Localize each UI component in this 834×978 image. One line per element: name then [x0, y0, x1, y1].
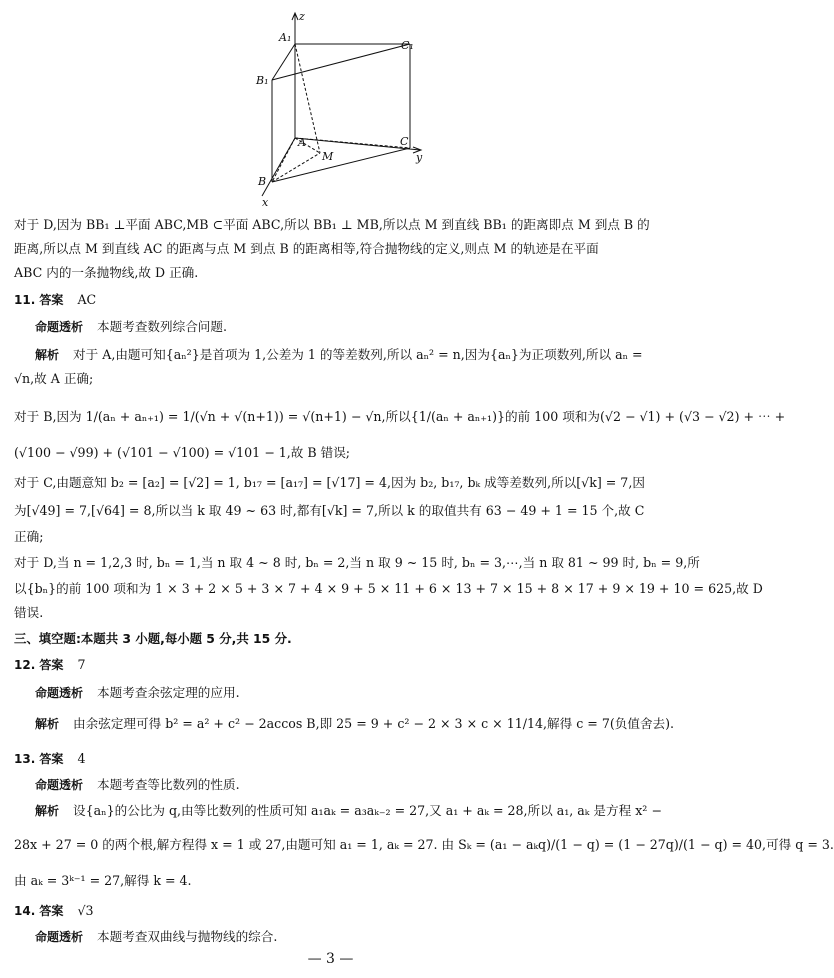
prism-figure: [0, 0, 661, 215]
label-M: M: [322, 150, 334, 163]
q11-line: 对于 D,当 n = 1,2,3 时, bₙ = 1,当 n 取 4 ~ 8 时, bₙ = 2,当 n 取 9 ~ 15 时, bₙ = 3,⋯,当 n 取 81 ~ 99 时, bₙ = 9,所: [14, 555, 700, 570]
edge-AB: [272, 138, 295, 182]
answer-value: 4: [77, 751, 86, 766]
section-heading: 三、填空题:本题共 3 小题,每小题 5 分,共 15 分.: [14, 631, 292, 646]
q14-answer-row: [14, 902, 647, 920]
label-z: z: [299, 10, 305, 23]
answer-label: 13. 答案: [14, 752, 64, 766]
answer-label: 11. 答案: [14, 293, 64, 307]
analysis-label: 解析: [35, 348, 60, 362]
q11-answer-row: [14, 291, 647, 309]
q12-analysis-row: [35, 715, 675, 733]
intent-label: 命题透析: [35, 778, 84, 792]
analysis-label: 解析: [35, 717, 60, 731]
q11-line: 错误.: [14, 605, 44, 620]
q11-line: 为[√49] = 7,[√64] = 8,所以当 k 取 49 ~ 63 时,都有[√k] = 7,所以 k 的取值共有 63 − 49 + 1 = 15 个,故 C: [14, 503, 645, 518]
intent-label: 命题透析: [35, 320, 84, 334]
p10d-line: ABC 内的一条抛物线,故 D 正确.: [14, 265, 199, 280]
analysis-label: 解析: [35, 804, 60, 818]
label-A: A: [298, 136, 306, 149]
label-C1: C₁: [401, 39, 414, 52]
intent-label: 命题透析: [35, 930, 84, 944]
analysis-text: 设{aₙ}的公比为 q,由等比数列的性质可知 a₁aₖ = a₃aₖ₋₂ = 27,又 a₁ + aₖ = 28,所以 a₁, aₖ 是方程 x² −: [73, 803, 662, 818]
q11-line: (√100 − √99) + (√101 − √100) = √101 − 1,故 B 错误;: [14, 445, 351, 460]
label-B1: B₁: [256, 74, 269, 87]
edge-B1C1: [272, 44, 410, 80]
label-x: x: [262, 196, 269, 209]
answer-label: 14. 答案: [14, 904, 64, 918]
answer-value: √3: [77, 903, 94, 918]
q13-answer-row: [14, 750, 647, 768]
q13-line: 由 aₖ = 3ᵏ⁻¹ = 27,解得 k = 4.: [14, 873, 192, 888]
intent-text: 本题考查等比数列的性质.: [97, 777, 240, 792]
q14-intent-row: [35, 928, 647, 946]
q13-line: 28x + 27 = 0 的两个根,解方程得 x = 1 或 27,由题可知 a₁ = 1, aₖ = 27. 由 Sₖ = (a₁ − aₖq)/(1 − q) = (1 − 27q)/(1 − q) = 40,可得 q = 3.: [14, 837, 834, 852]
q11-line: 以{bₙ}的前 100 项和为 1 × 3 + 2 × 5 + 3 × 7 + 4 × 9 + 5 × 11 + 6 × 13 + 7 × 15 + 8 × 17 + 9 × 19 + 10 = 625,故 D: [14, 581, 763, 596]
seg-BM: [272, 153, 320, 182]
analysis-text: 对于 A,由题可知{aₙ²}是首项为 1,公差为 1 的等差数列,所以 aₙ² = n,因为{aₙ}为正项数列,所以 aₙ =: [73, 347, 643, 362]
q13-intent-row: [35, 776, 647, 794]
q12-answer-row: [14, 656, 647, 674]
q13-analysis-row: [35, 802, 662, 820]
page-number: — 3 —: [307, 951, 354, 967]
q11-line: 对于 C,由题意知 b₂ = [a₂] = [√2] = 1, b₁₇ = [a₁₇] = [√17] = 4,因为 b₂, b₁₇, bₖ 成等差数列,所以[√k] = 7,因: [14, 475, 645, 490]
label-y: y: [416, 151, 423, 164]
edge-AC: [295, 138, 410, 148]
label-C: C: [400, 135, 409, 148]
intent-text: 本题考查双曲线与抛物线的综合.: [97, 929, 278, 944]
answer-label: 12. 答案: [14, 658, 64, 672]
intent-text: 本题考查余弦定理的应用.: [97, 685, 240, 700]
q11-line: 对于 B,因为 1/(aₙ + aₙ₊₁) = 1/(√n + √(n+1)) = √(n+1) − √n,所以{1/(aₙ + aₙ₊₁)}的前 100 项和为(√2 − √1) + (√3 − √2) + ⋯ +: [14, 409, 786, 424]
label-B: B: [258, 175, 267, 188]
answer-value: 7: [77, 657, 86, 672]
answer-value: AC: [77, 292, 97, 307]
p10d-line: 距离,所以点 M 到直线 AC 的距离与点 M 到点 B 的距离相等,符合抛物线的定义,则点 M 的轨迹是在平面: [14, 241, 599, 256]
q11-analysis-row: [35, 346, 647, 364]
intent-text: 本题考查数列综合问题.: [97, 319, 227, 334]
q12-intent-row: [35, 684, 647, 702]
p10d-line: 对于 D,因为 BB₁ ⊥平面 ABC,MB ⊂平面 ABC,所以 BB₁ ⊥ MB,所以点 M 到直线 BB₁ 的距离即点 M 到点 B 的: [14, 217, 650, 232]
label-A1: A₁: [279, 31, 292, 44]
intent-label: 命题透析: [35, 686, 84, 700]
q11-line: √n,故 A 正确;: [14, 371, 94, 386]
edge-BC: [272, 148, 410, 182]
q11-line: 正确;: [14, 529, 44, 544]
q11-intent-row: [35, 318, 647, 336]
analysis-text: 由余弦定理可得 b² = a² + c² − 2accos B,即 25 = 9 + c² − 2 × 3 × c × 11/14,解得 c = 7(负值舍去).: [73, 716, 675, 731]
